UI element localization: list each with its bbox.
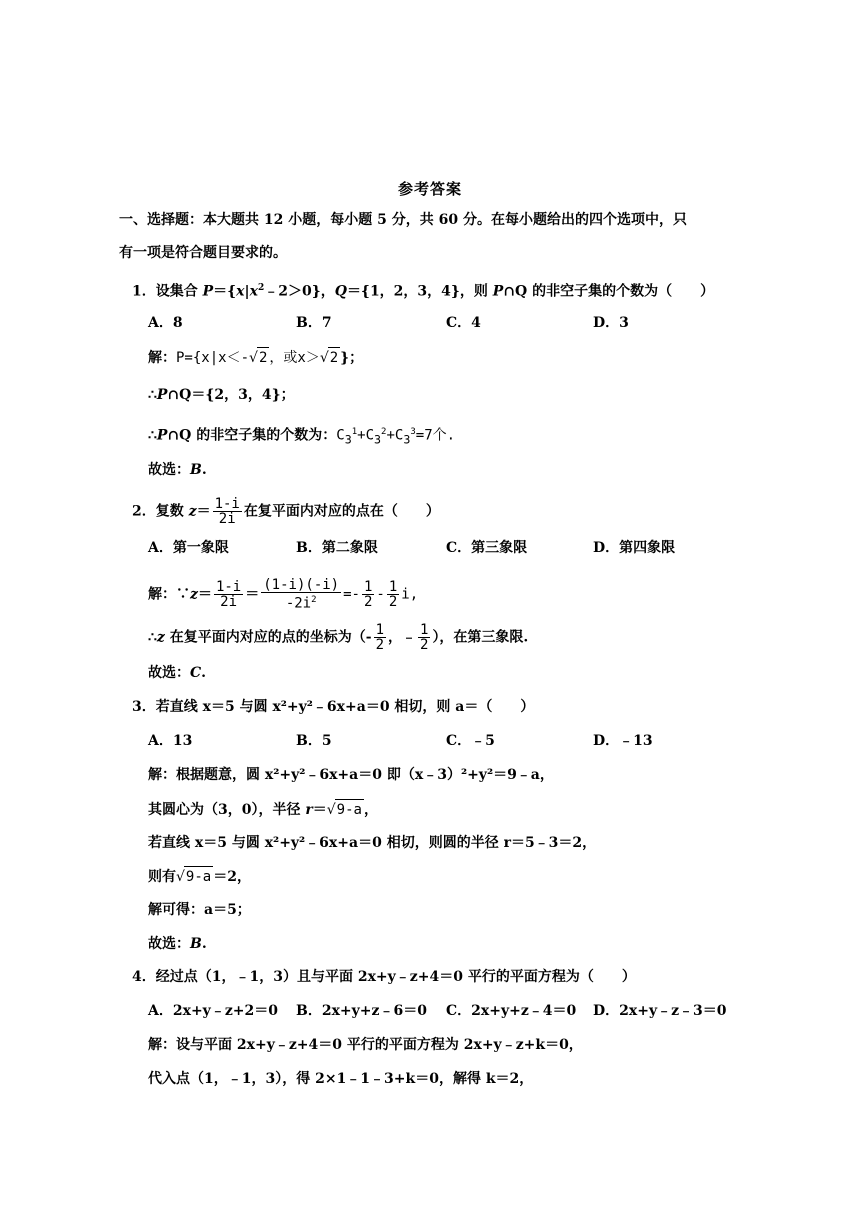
section-heading-line1: 一、选择题：本大题共 12 小题，每小题 5 分，共 60 分。在每小题给出的四个选项中，只: [119, 212, 687, 228]
q4-option-b: B．2x+y+z﹣6＝0: [296, 1003, 427, 1019]
q2-solution-line1: 解：∵z＝ $\frac{1-i}{2i}$ ＝ $\frac{(1-i)(-i)}{-2i^2}$ =- $\frac{1}{2}$ - $\frac{1}{2}$ i,: [148, 577, 419, 612]
q3-option-d: D．﹣13: [593, 733, 653, 749]
section-heading-line2: 有一项是符合题目要求的。: [119, 245, 287, 261]
q3-stem: 3．若直线 x＝5 与圆 x²+y²﹣6x+a＝0 相切，则 a＝（ ）: [132, 699, 535, 715]
q1-option-d: D．3: [593, 315, 629, 331]
q3-option-b: B．5: [296, 733, 332, 749]
fraction: $\frac{1-i}{2i}$: [214, 496, 240, 527]
q3-solution-line2: 其圆心为（3，0），半径 r＝√9-a ，: [148, 799, 378, 820]
q2-stem: 2．复数 z＝ $\frac{1-i}{2i}$ 在复平面内对应的点在（ ）: [132, 496, 440, 527]
q2-option-b: B．第二象限: [296, 540, 378, 556]
page-title: 参考答案: [397, 180, 462, 198]
q1-solution-line2: ∴P∩Q＝{2，3，4}；: [148, 387, 295, 403]
q3-option-a: A．13: [148, 733, 193, 749]
q1-stem: 1．设集合 $P=\{x|x^2﹣2>0\}$，Q＝{1，2，3，4}，则 P∩Q 的非空子集的个数为（ ）: [132, 283, 715, 300]
q1-solution-line1: 解：P={x|x＜-√2 ，或x＞√2 }；: [148, 347, 363, 368]
q3-answer: 故选：B.: [148, 936, 207, 952]
q3-solution-line3: 若直线 x＝5 与圆 x²+y²﹣6x+a＝0 相切，则圆的半径 r＝5﹣3＝2，: [148, 835, 597, 851]
q3-solution-line5: 解可得：a＝5；: [148, 902, 251, 918]
q4-solution-line1: 解：设与平面 2x+y﹣z+4＝0 平行的平面方程为 2x+y﹣z+k＝0，: [148, 1037, 583, 1053]
q3-solution-line4: 则有√9-a ＝2，: [148, 866, 251, 887]
q3-solution-line1: 解：根据题意，圆 x²+y²﹣6x+a＝0 即（x﹣3）²+y²＝9﹣a，: [148, 767, 554, 783]
q1-solution-line3: ∴P∩Q 的非空子集的个数为：$C_3^1+C_3^2+C_3^3=7$个.: [148, 427, 456, 447]
q1-option-c: C．4: [446, 315, 481, 331]
q4-option-d: D．2x+y﹣z﹣3＝0: [593, 1003, 727, 1019]
q4-option-c: C．2x+y+z﹣4＝0: [446, 1003, 577, 1019]
q2-option-a: A．第一象限: [148, 540, 229, 556]
q4-solution-line2: 代入点（1，﹣1，3），得 2×1﹣1﹣3+k＝0，解得 k＝2，: [148, 1071, 534, 1087]
q1-option-a: A．8: [148, 315, 183, 331]
q1-option-b: B．7: [296, 315, 332, 331]
q3-option-c: C．﹣5: [446, 733, 495, 749]
q4-stem: 4．经过点（1，﹣1，3）且与平面 2x+y﹣z+4＝0 平行的平面方程为（ ）: [132, 969, 636, 985]
q2-answer: 故选：C.: [148, 665, 207, 681]
q4-option-a: A．2x+y﹣z+2＝0: [148, 1003, 278, 1019]
q1-answer: 故选：B.: [148, 462, 207, 478]
q2-option-d: D．第四象限: [593, 540, 676, 556]
q2-solution-line2: ∴z 在复平面内对应的点的坐标为（- $\frac{1}{2}$ ，﹣ $\frac{1}{2}$ ），在第三象限.: [148, 622, 529, 653]
q2-option-c: C．第三象限: [446, 540, 528, 556]
